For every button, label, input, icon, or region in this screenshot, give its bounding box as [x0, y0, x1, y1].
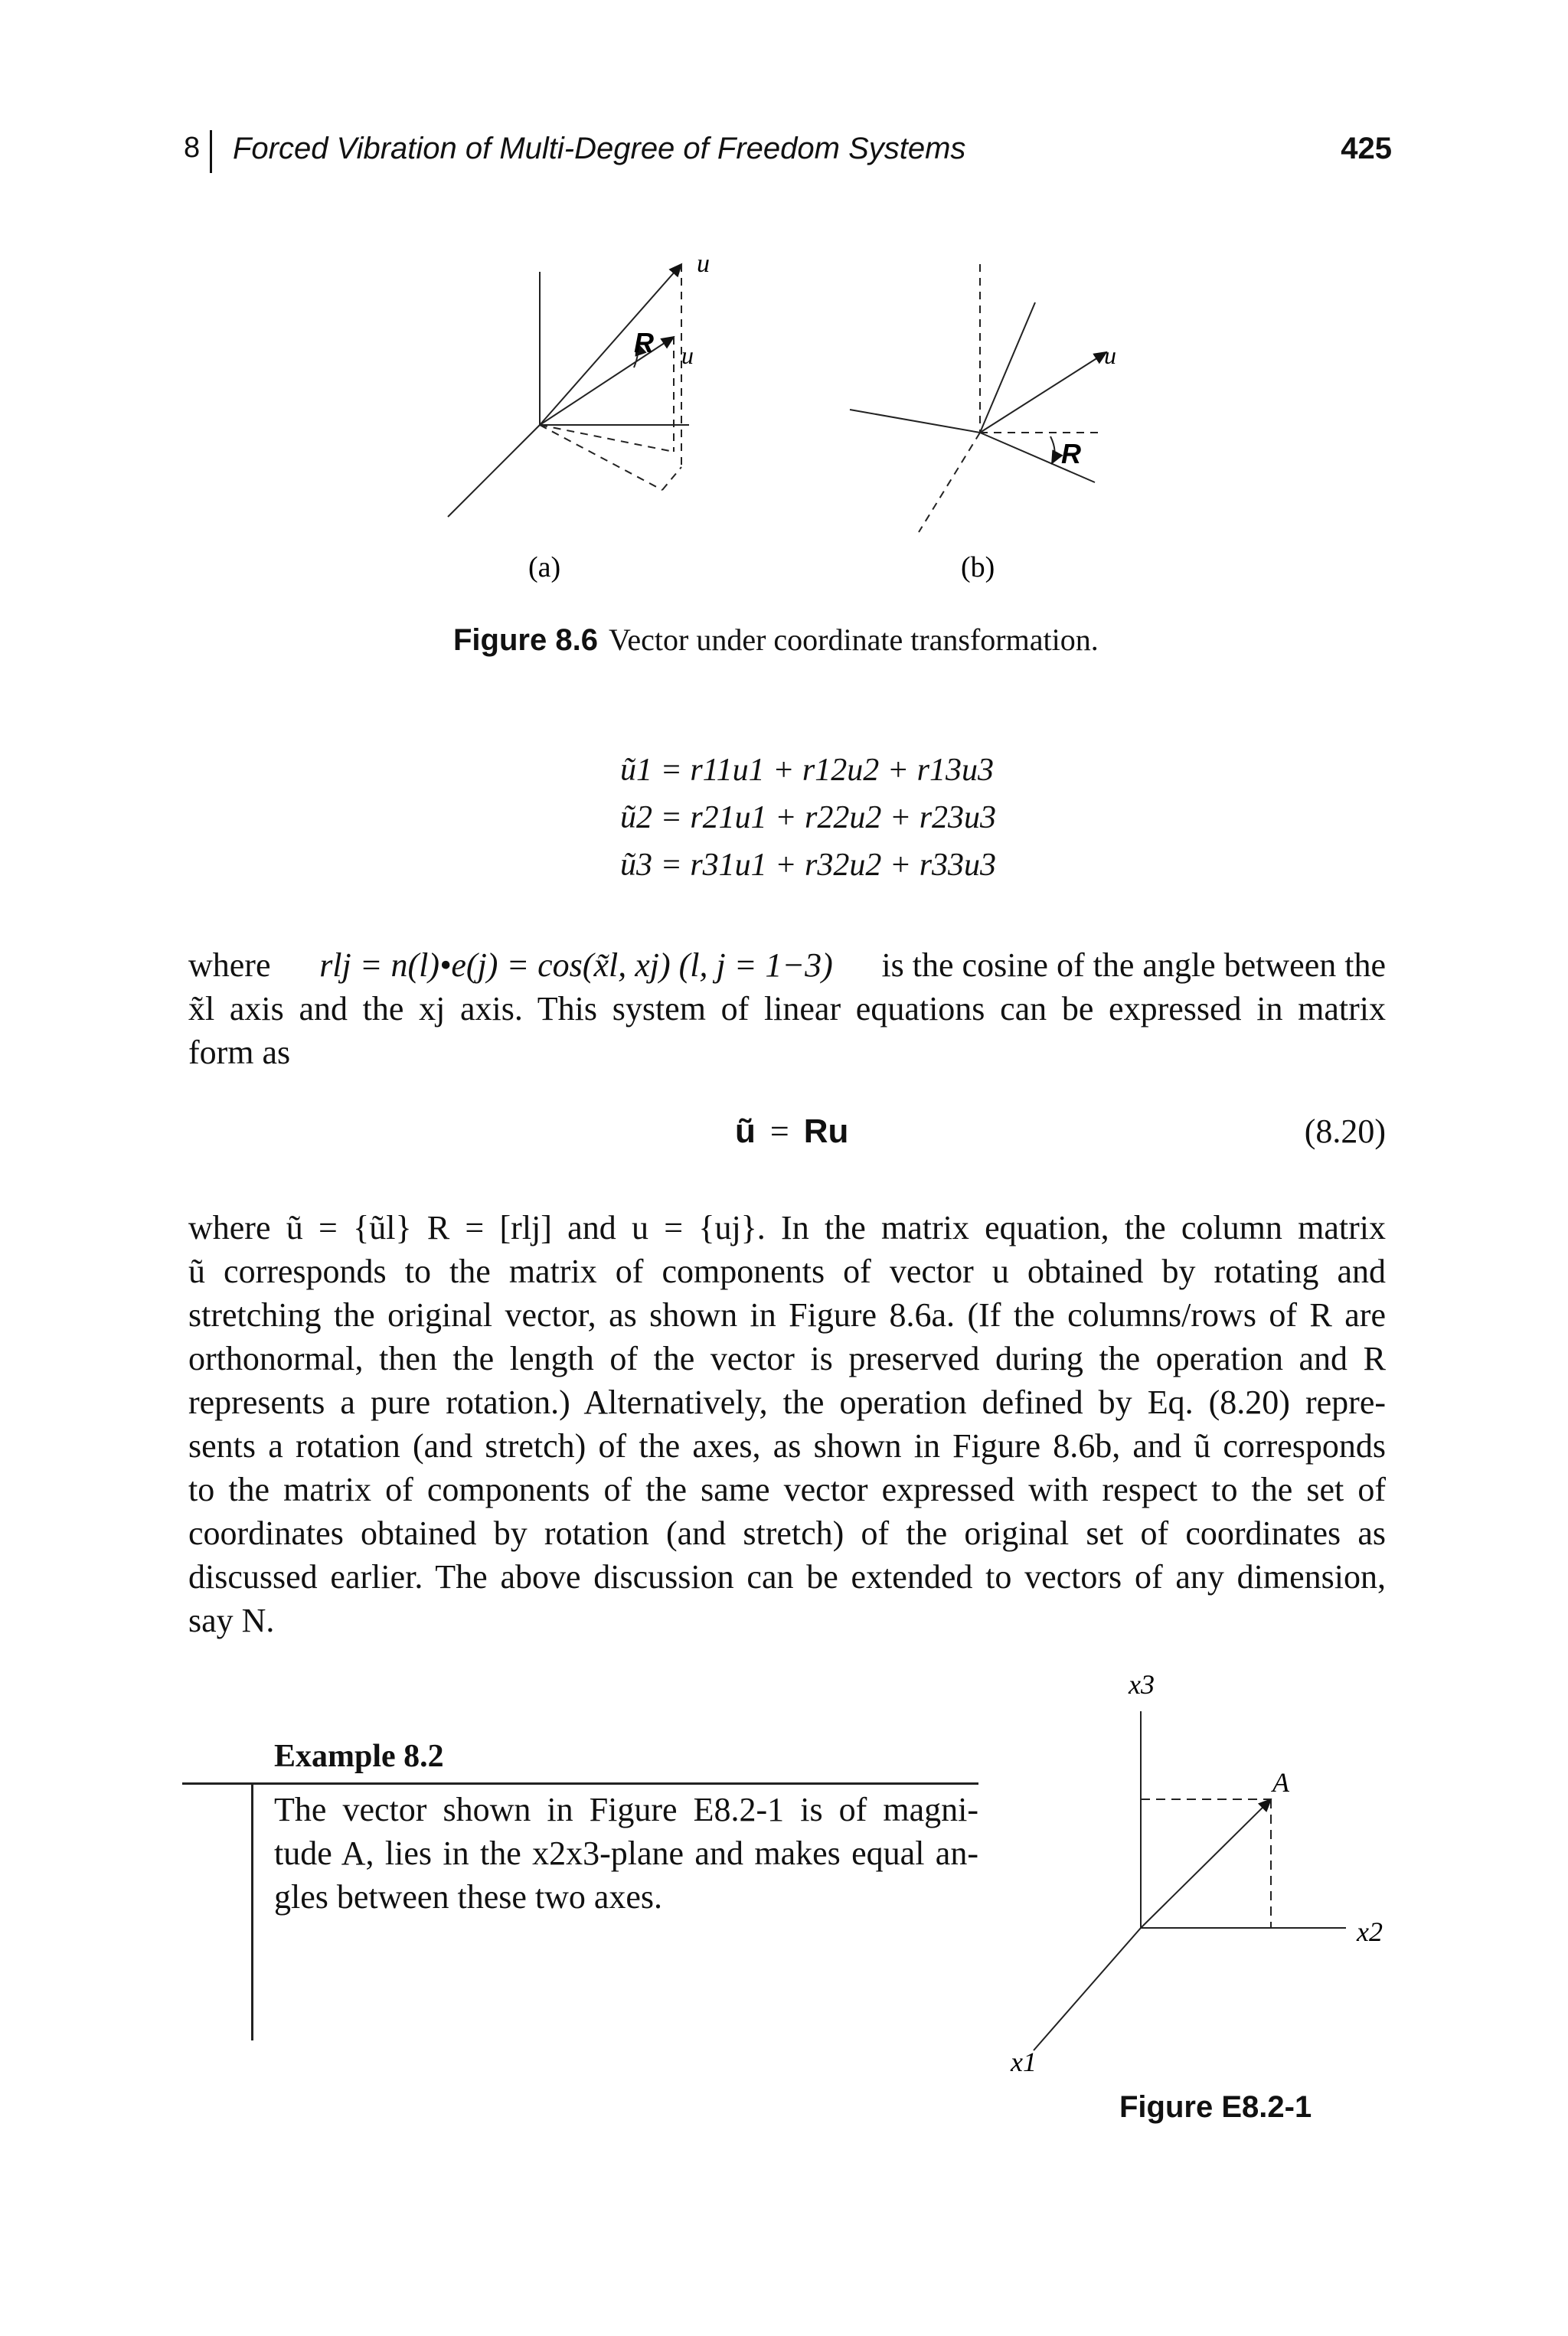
- para1-line2: x̃l axis and the xj axis. This system of linear equations can be expressed in matrix: [188, 990, 1386, 1028]
- para2-line-7: to the matrix of components of the same vector expressed with respect to the set of: [188, 1471, 1386, 1508]
- paragraph-1: [188, 943, 1386, 1074]
- para2-line-1: where ũ = {ũl} R = [rlj] and u = {uj}. In the matrix equation, the column matrix: [188, 1209, 1386, 1246]
- example-rule-top: [182, 1782, 978, 1785]
- vector-u-label-b: u: [1104, 341, 1116, 369]
- para2-line-2: ũ corresponds to the matrix of components of vector u obtained by rotating and: [188, 1253, 1386, 1290]
- panel-b-diagram: [850, 264, 1106, 532]
- example-line-1: The vector shown in Figure E8.2-1 is of magni-: [274, 1791, 978, 1828]
- para2-line-3: stretching the original vector, as shown in Figure 8.6a. (If the columns/rows of R are: [188, 1296, 1386, 1334]
- equation-line-1: ũ1 = r11u1 + r12u2 + r13u3: [620, 753, 994, 788]
- figure-8-6: [429, 230, 1179, 597]
- axes-diagram: [1034, 1711, 1346, 2050]
- equation-line-3: ũ3 = r31u1 + r32u2 + r33u3: [620, 848, 997, 883]
- para1-line3: form as: [188, 1034, 291, 1071]
- example-line-3: gles between these two axes.: [274, 1878, 663, 1916]
- example-title: Example 8.2: [274, 1739, 444, 1774]
- page-number: 425: [1341, 132, 1392, 165]
- para2-line-5: represents a pure rotation.) Alternatively, the operation defined by Eq. (8.20) repre-: [188, 1384, 1386, 1421]
- chapter-number: 8: [184, 132, 201, 164]
- rotation-r-label-a: R: [634, 327, 654, 358]
- panel-a-diagram: [448, 264, 689, 517]
- para1-line1-end: is the cosine of the angle between the: [881, 946, 1386, 984]
- vector-a-label: A: [1272, 1767, 1289, 1798]
- eq-8-20-equals: =: [769, 1112, 789, 1150]
- panel-b-label: (b): [961, 551, 995, 583]
- axis-x3-label: x3: [1129, 1669, 1155, 1700]
- para2-line-9: discussed earlier. The above discussion can be extended to vectors of any dimension,: [188, 1558, 1386, 1596]
- example-rule-left: [251, 1784, 253, 2040]
- figure-8-6-caption: [453, 622, 1099, 658]
- eq-8-20-rhs: Ru: [803, 1112, 849, 1150]
- equation-number-8-20: (8.20): [1304, 1112, 1386, 1150]
- para1-where: where: [188, 946, 271, 984]
- para2-line-8: coordinates obtained by rotation (and stretch) of the original set of coordinates as: [188, 1514, 1386, 1552]
- header-divider: [210, 130, 212, 173]
- example-line-2: tude A, lies in the x2x3-plane and makes equal an-: [274, 1834, 978, 1872]
- chapter-title: Forced Vibration of Multi-Degree of Freedom Systems: [233, 132, 966, 165]
- para2-line-6: sents a rotation (and stretch) of the axes, as shown in Figure 8.6b, and ũ corresponds: [188, 1427, 1386, 1465]
- rotation-r-label-b: R: [1061, 438, 1081, 469]
- equation-system: [620, 747, 996, 889]
- equation-line-2: ũ2 = r21u1 + r22u2 + r23u3: [620, 800, 997, 835]
- example-body: [274, 1788, 978, 1919]
- rotation-coefficient-definition: rlj = n(l)•e(j) = cos(x̃l, xj) (l, j = 1−3): [319, 946, 833, 984]
- paragraph-2: [188, 1206, 1386, 1642]
- panel-a-label: (a): [528, 551, 561, 583]
- axis-x1-label: x1: [1011, 2047, 1037, 2077]
- figure-e8-2-1-caption: Figure E8.2-1: [1119, 2090, 1312, 2124]
- vector-u-tilde-label-a: u: [697, 250, 710, 278]
- equation-8-20: [735, 1112, 848, 1151]
- eq-8-20-lhs: ũ: [735, 1112, 756, 1150]
- figure-8-6-caption-number: Figure 8.6: [453, 623, 598, 657]
- para2-line-10: say N.: [188, 1602, 275, 1639]
- axis-x2-label: x2: [1357, 1916, 1383, 1947]
- para2-line-4: orthonormal, then the length of the vector is preserved during the operation and R: [188, 1340, 1386, 1377]
- figure-e8-2-1: [988, 1646, 1416, 2090]
- vector-u-label-a: u: [681, 341, 694, 369]
- figure-8-6-caption-text: Vector under coordinate transformation.: [608, 622, 1099, 657]
